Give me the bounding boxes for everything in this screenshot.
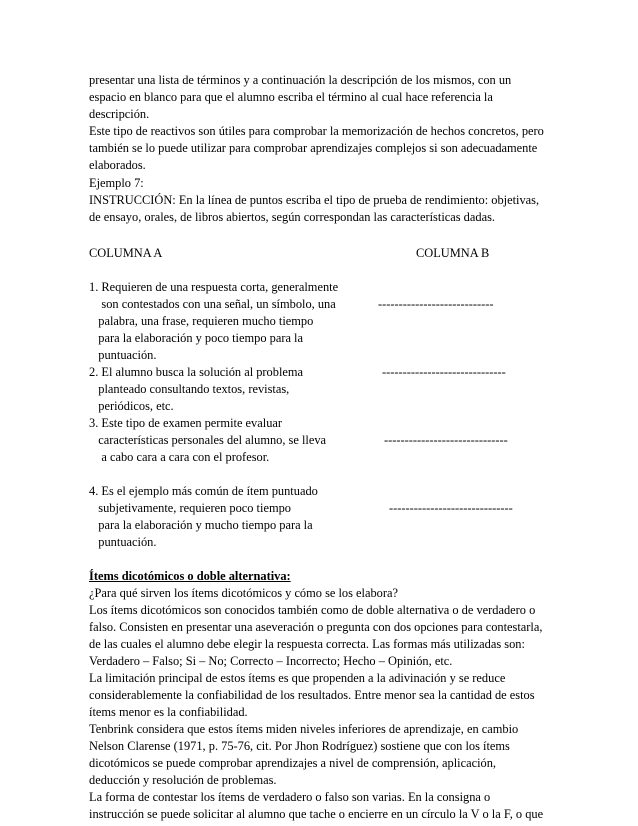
item-3-line-2: características personales del alumno, se lleva [89, 433, 327, 447]
section-line-5: Verdadero – Falso; Si – No; Correcto – Incorrecto; Hecho – Opinión, etc. [89, 654, 453, 668]
section-line-7: considerablemente la confiabilidad de los resultados. Entre menor sea la cantidad de estos [89, 688, 535, 702]
section-heading: Ítems dicotómicos o doble alternativa: [89, 569, 291, 583]
item-4-line-4: puntuación. [89, 535, 157, 549]
section-line-1: ¿Para qué sirven los ítems dicotómicos y cómo se los elabora? [89, 586, 398, 600]
intro-line-6: elaborados. [89, 158, 146, 172]
instruction-line-2: de ensayo, orales, de libros abiertos, según correspondan las características dadas. [89, 210, 495, 224]
item-1-line-5: puntuación. [89, 348, 157, 362]
item-3-line-3: a cabo cara a cara con el profesor. [89, 450, 270, 464]
section-line-3: falso. Consisten en presentar una aseveración o pregunta con dos opciones para contestarla, [89, 620, 543, 634]
item-1-answer-blank[interactable]: ---------------------------- [378, 297, 494, 311]
example-label: Ejemplo 7: [89, 176, 144, 190]
section-line-12: deducción y resolución de problemas. [89, 773, 277, 787]
intro-line-2: espacio en blanco para que el alumno escriba el término al cual hace referencia la [89, 90, 493, 104]
column-b-header: COLUMNA B [416, 246, 490, 260]
item-2-line-1: 2. El alumno busca la solución al problema [89, 365, 304, 379]
item-3-line-1: 3. Este tipo de examen permite evaluar [89, 416, 283, 430]
intro-line-3: descripción. [89, 107, 150, 121]
item-2-answer-blank[interactable]: ------------------------------ [382, 365, 506, 379]
item-4-answer-blank[interactable]: ------------------------------ [389, 501, 513, 515]
intro-line-5: también se lo puede utilizar para comprobar aprendizajes complejos si son adecuadamente [89, 141, 538, 155]
section-line-9: Tenbrink considera que estos ítems miden niveles inferiores de aprendizaje, en cambio [89, 722, 519, 736]
item-1-line-1: 1. Requieren de una respuesta corta, generalmente [89, 280, 339, 294]
item-2-line-2: planteado consultando textos, revistas, [89, 382, 290, 396]
item-3-answer-blank[interactable]: ------------------------------ [384, 433, 508, 447]
section-line-6: La limitación principal de estos ítems es que propenden a la adivinación y se reduce [89, 671, 506, 685]
section-line-4: de las cuales el alumno debe elegir la respuesta correcta. Las formas más utilizadas son: [89, 637, 525, 651]
item-4-line-2: subjetivamente, requieren poco tiempo [89, 501, 291, 515]
intro-line-4: Este tipo de reactivos son útiles para comprobar la memorización de hechos concretos, pero [89, 124, 544, 138]
section-line-14: instrucción se puede solicitar al alumno que tache o encierre en un círculo la V o la F, o que [89, 807, 544, 821]
item-1-line-3: palabra, una frase, requieren mucho tiempo [89, 314, 314, 328]
section-line-10: Nelson Clarense (1971, p. 75-76, cit. Por Jhon Rodríguez) sostiene que con los ítems [89, 739, 510, 753]
section-line-11: dicotómicos se puede comprobar aprendizajes a nivel de comprensión, aplicación, [89, 756, 497, 770]
item-1-line-2: son contestados con una señal, un símbolo, una [89, 297, 336, 311]
instruction-line-1: INSTRUCCIÓN: En la línea de puntos escriba el tipo de prueba de rendimiento: objetivas, [89, 193, 540, 207]
section-line-8: ítems menor es la confiabilidad. [89, 705, 248, 719]
section-line-2: Los ítems dicotómicos son conocidos también como de doble alternativa o de verdadero o [89, 603, 536, 617]
intro-line-1: presentar una lista de términos y a continuación la descripción de los mismos, con un [89, 73, 512, 87]
item-2-line-3: periódicos, etc. [89, 399, 174, 413]
section-line-13: La forma de contestar los ítems de verdadero o falso son varias. En la consigna o [89, 790, 491, 804]
item-1-line-4: para la elaboración y poco tiempo para la [89, 331, 303, 345]
item-4-line-3: para la elaboración y mucho tiempo para la [89, 518, 313, 532]
column-a-header: COLUMNA A [89, 246, 163, 260]
item-4-line-1: 4. Es el ejemplo más común de ítem puntuado [89, 484, 318, 498]
